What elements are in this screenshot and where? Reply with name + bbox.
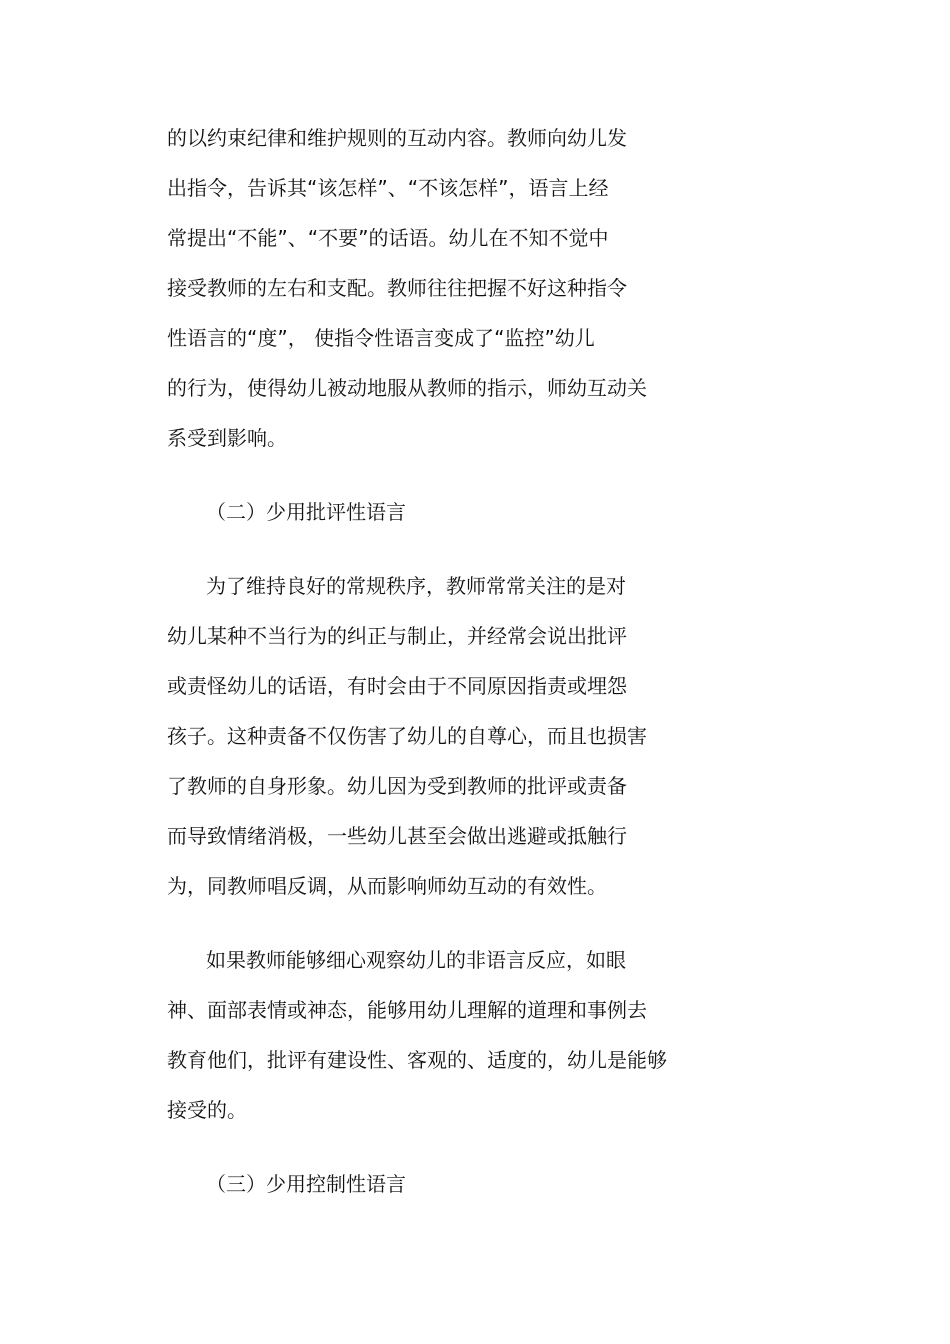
paragraph-2-line-7: 为，同教师唱反调，从而影响师幼互动的有效性。 bbox=[167, 874, 607, 898]
paragraph-3-line-2: 神、面部表情或神态，能够用幼儿理解的道理和事例去 bbox=[167, 998, 647, 1022]
paragraph-1-line-2: 出指令，告诉其“该怎样”、“不该怎样”，语言上经 bbox=[167, 176, 609, 200]
paragraph-1-line-3: 常提出“不能”、“不要”的话语。幼儿在不知不觉中 bbox=[167, 226, 609, 250]
paragraph-3-line-4: 接受的。 bbox=[167, 1098, 247, 1122]
paragraph-3-line-1: 如果教师能够细心观察幼儿的非语言反应，如眼 bbox=[206, 948, 626, 972]
paragraph-2-line-5: 了教师的自身形象。幼儿因为受到教师的批评或责备 bbox=[167, 774, 627, 798]
paragraph-2-line-1: 为了维持良好的常规秩序，教师常常关注的是对 bbox=[206, 574, 626, 598]
paragraph-1-line-4: 接受教师的左右和支配。教师往往把握不好这种指令 bbox=[167, 276, 627, 300]
section-heading-3: （三）少用控制性语言 bbox=[206, 1172, 406, 1196]
paragraph-2-line-3: 或责怪幼儿的话语，有时会由于不同原因指责或埋怨 bbox=[167, 674, 627, 698]
paragraph-2-line-4: 孩子。这种责备不仅伤害了幼儿的自尊心，而且也损害 bbox=[167, 724, 647, 748]
paragraph-1-line-5: 性语言的“度”， 使指令性语言变成了“监控”幼儿 bbox=[167, 326, 595, 350]
paragraph-1-line-1: 的以约束纪律和维护规则的互动内容。教师向幼儿发 bbox=[167, 126, 627, 150]
paragraph-2-line-2: 幼儿某种不当行为的纠正与制止，并经常会说出批评 bbox=[167, 624, 627, 648]
paragraph-2-line-6: 而导致情绪消极，一些幼儿甚至会做出逃避或抵触行 bbox=[167, 824, 627, 848]
paragraph-1-line-7: 系受到影响。 bbox=[167, 426, 287, 450]
paragraph-3-line-3: 教育他们，批评有建设性、客观的、适度的，幼儿是能够 bbox=[167, 1048, 667, 1072]
paragraph-1-line-6: 的行为，使得幼儿被动地服从教师的指示，师幼互动关 bbox=[167, 376, 647, 400]
section-heading-2: （二）少用批评性语言 bbox=[206, 500, 406, 524]
